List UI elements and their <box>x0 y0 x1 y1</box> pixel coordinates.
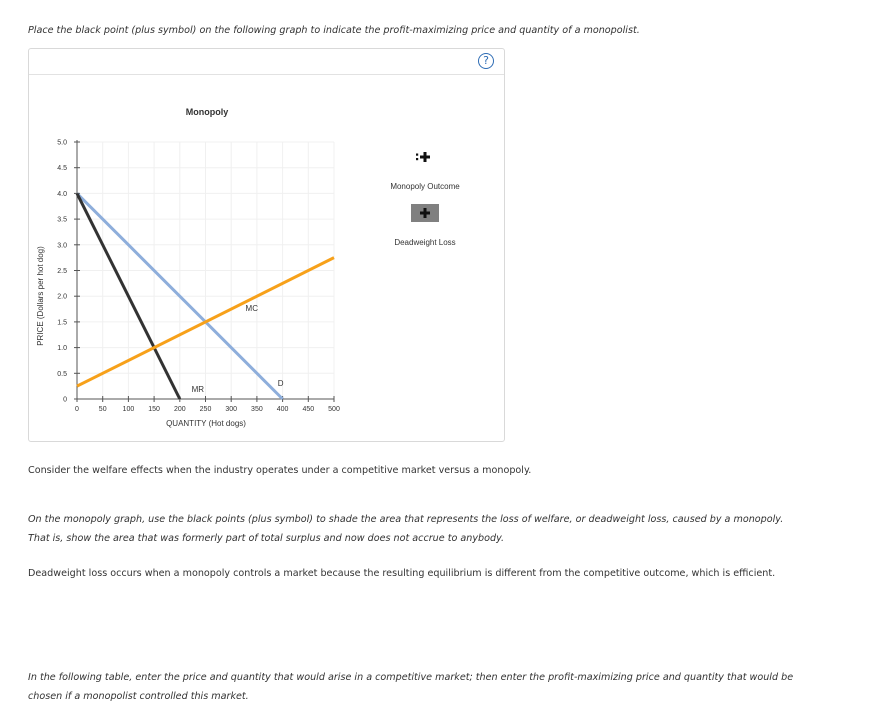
x-tick-label: 400 <box>276 406 289 413</box>
gray-square-plus-icon[interactable] <box>411 204 439 222</box>
y-tick-label: 0.5 <box>57 370 67 378</box>
x-tick-label: 150 <box>148 406 160 413</box>
deadweight-instructions: On the monopoly graph, use the black points (plus symbol) to shade the area that represents the loss of welfare, or deadweight loss, caused by a monopoly. That is, show the area that was formerly part of total surplus and now does not accrue to anybody. <box>28 514 784 544</box>
y-tick-label: 2.5 <box>57 268 67 275</box>
y-tick-label: 5.0 <box>57 139 67 147</box>
deadweight-explanation: Deadweight loss occurs when a monopoly controls a market because the resulting equilibrium is different from the competitive outcome, which is efficient. <box>28 568 776 579</box>
y-tick-label: 4.5 <box>57 165 67 173</box>
deadweight-loss-label: Deadweight Loss <box>394 238 456 247</box>
y-tick-label: 2.0 <box>57 293 67 301</box>
x-axis-label: QUANTITY (Hot dogs) <box>166 419 246 428</box>
y-tick-label: 1.0 <box>57 345 67 353</box>
y-tick-label: 4.0 <box>57 190 67 198</box>
y-tick-label: 3.5 <box>57 216 67 224</box>
table-instructions: In the following table, enter the price and quantity that would arise in a competitive market; then enter the profit-maximizing price and quantity that would be chosen if a monopolist controlled this market. <box>28 672 794 702</box>
x-tick-label: 200 <box>173 406 186 413</box>
x-tick-label: 450 <box>302 406 315 413</box>
y-tick-label: 1.5 <box>57 319 67 327</box>
help-button[interactable]: ? <box>478 53 494 69</box>
question-instructions: Place the black point (plus symbol) on the following graph to indicate the profit-maximizing price and quantity of a monopolist. <box>28 25 640 36</box>
graph-panel <box>28 48 505 442</box>
deadweight-loss-tool[interactable] <box>394 204 455 247</box>
monopoly-graph[interactable] <box>29 49 506 443</box>
y-axis-label: PRICE (Dollars per hot dog) <box>36 246 45 346</box>
y-tick-label: 3.0 <box>57 242 67 250</box>
monopoly-outcome-tool[interactable] <box>390 152 460 191</box>
y-tick-label: 0 <box>63 396 67 404</box>
chart-title: Monopoly <box>185 107 229 117</box>
marginal-revenue-curve-label: MR <box>191 385 205 394</box>
welfare-intro: Consider the welfare effects when the industry operates under a competitive market versus a monopoly. <box>28 465 532 476</box>
x-tick-label: 0 <box>75 406 79 413</box>
demand-curve-label: D <box>277 379 284 388</box>
x-tick-label: 100 <box>122 406 135 413</box>
x-tick-label: 350 <box>251 406 263 413</box>
black-plus-point-icon[interactable] <box>416 152 430 162</box>
marginal-cost-curve-label: MC <box>245 303 258 313</box>
x-tick-label: 50 <box>98 406 107 413</box>
x-tick-label: 250 <box>199 406 212 413</box>
x-tick-label: 300 <box>225 406 238 413</box>
x-tick-label: 500 <box>328 406 340 413</box>
monopoly-outcome-label: Monopoly Outcome <box>390 182 460 191</box>
